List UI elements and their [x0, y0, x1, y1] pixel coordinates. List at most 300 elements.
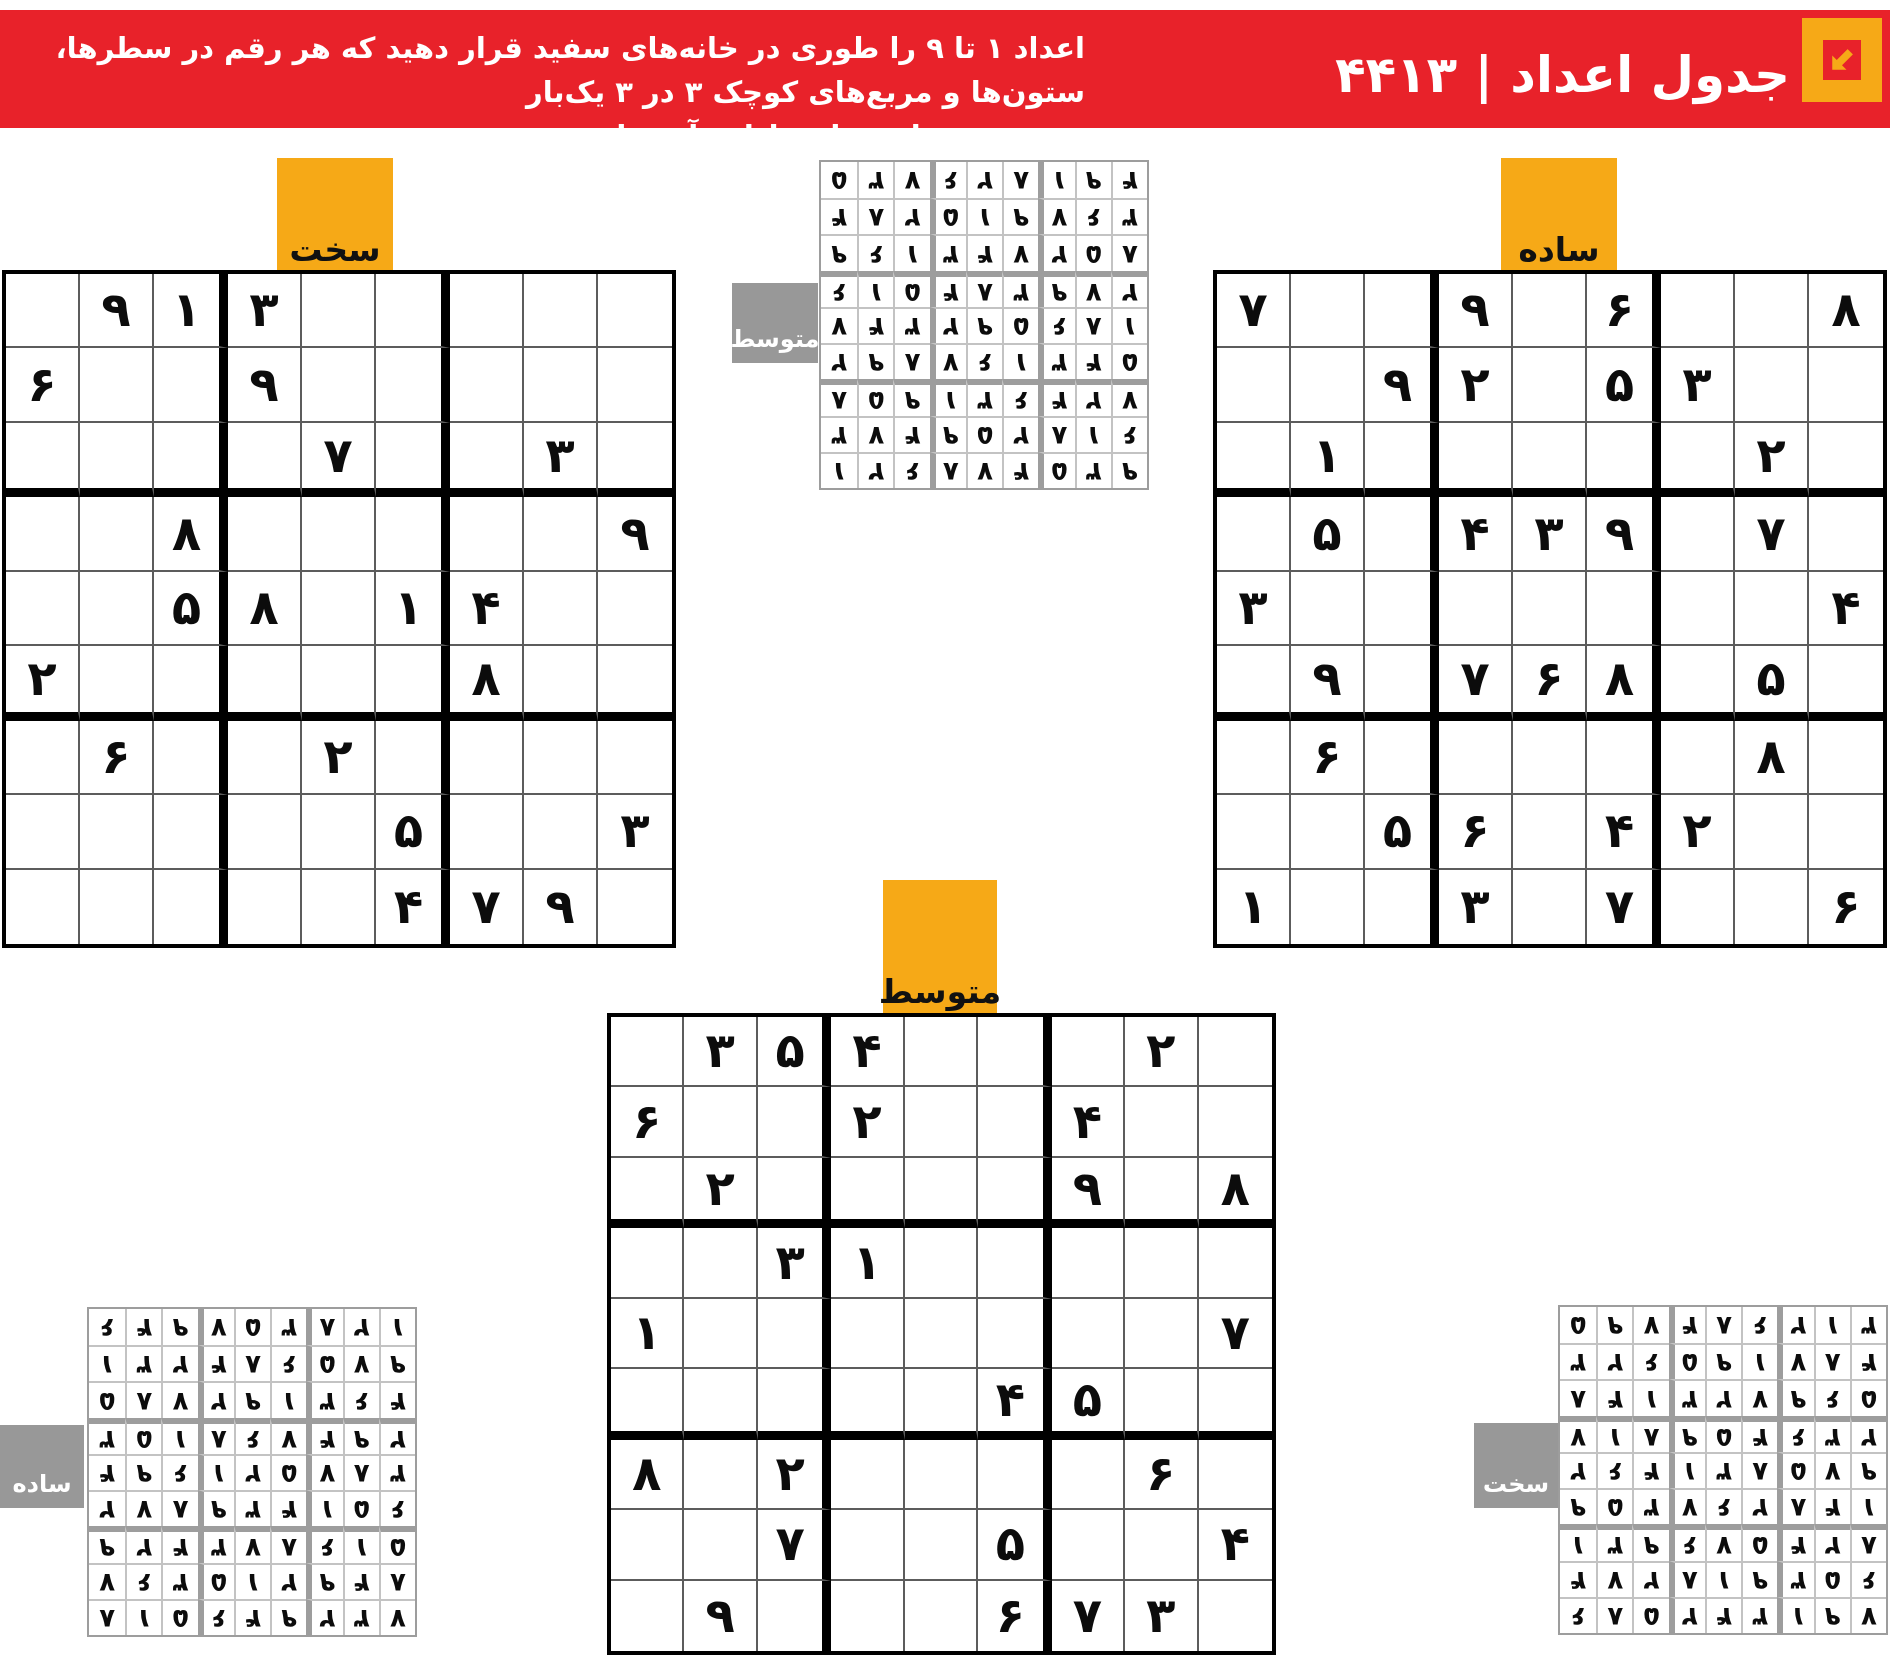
sudoku-cell	[831, 1440, 904, 1510]
sudoku-cell	[1587, 572, 1661, 646]
sudoku-cell	[1814, 1379, 1850, 1415]
cell-digit: ۸	[319, 1312, 336, 1343]
sudoku-cell	[306, 1454, 342, 1490]
sudoku-cell	[89, 1309, 125, 1345]
sudoku-cell	[1439, 497, 1513, 571]
sudoku-cell	[1199, 1581, 1272, 1651]
cell-digit: ۸	[1570, 1383, 1587, 1414]
difficulty-tab-easy	[1501, 158, 1617, 271]
cell-digit: ۳	[353, 1602, 370, 1633]
sudoku-cell	[1291, 870, 1365, 944]
sudoku-cell	[6, 646, 80, 720]
cell-digit: ۸	[1121, 238, 1138, 269]
cell-digit: ۷	[1681, 1492, 1698, 1523]
sudoku-cell	[1705, 1307, 1741, 1343]
sudoku-cell	[821, 452, 857, 488]
cell-digit: ۶	[136, 1566, 153, 1597]
cell-digit: ۴	[1860, 1347, 1877, 1378]
cell-digit: ۹	[172, 1312, 189, 1343]
cell-digit: ۲	[1860, 1421, 1877, 1452]
sudoku-cell	[930, 198, 966, 234]
sudoku-cell	[1217, 423, 1291, 497]
cell-digit: ۱	[942, 385, 959, 416]
cell-digit: ۷	[99, 1566, 116, 1597]
difficulty-tab-easy-label: ساده	[1518, 230, 1600, 269]
cell-digit: ۴	[1716, 1600, 1732, 1631]
cell-digit: ۸	[1607, 1600, 1624, 1631]
sudoku-cell	[831, 1228, 904, 1298]
sudoku-cell	[611, 1440, 684, 1510]
cell-digit: ۴	[1051, 385, 1068, 416]
cell-digit: ۷	[389, 1602, 406, 1633]
sudoku-cell	[684, 1087, 757, 1157]
sudoku-cell	[302, 795, 376, 869]
cell-digit: ۴	[319, 1423, 336, 1454]
sudoku-cell	[905, 1087, 978, 1157]
sudoku-cell	[6, 274, 80, 348]
cell-digit: ۷	[281, 1423, 298, 1454]
cell-digit: ۵	[389, 1532, 406, 1563]
sudoku-cell	[198, 1309, 234, 1345]
sudoku-cell	[1850, 1307, 1886, 1343]
sudoku-cell	[1365, 274, 1439, 348]
sudoku-cell	[1365, 423, 1439, 497]
cell-digit: ۷	[1860, 1600, 1877, 1631]
sudoku-cell	[893, 343, 929, 379]
sudoku-cell	[1814, 1488, 1850, 1524]
sudoku-cell	[684, 1510, 757, 1580]
sudoku-cell	[758, 1299, 831, 1369]
cell-digit: ۲	[1607, 1347, 1624, 1378]
sudoku-cell	[450, 870, 524, 944]
sudoku-cell	[302, 721, 376, 795]
sudoku-cell	[161, 1599, 197, 1635]
cell-digit: ۲	[1460, 356, 1490, 413]
sudoku-cell	[524, 795, 598, 869]
sudoku-cell	[80, 870, 154, 944]
sudoku-cell	[611, 1017, 684, 1087]
sudoku-cell	[1669, 1379, 1705, 1415]
cell-digit: ۲	[281, 1566, 298, 1597]
sudoku-cell	[831, 1087, 904, 1157]
cell-digit: ۷	[977, 455, 993, 486]
cell-digit: ۷	[1824, 1456, 1841, 1487]
sudoku-cell	[611, 1228, 684, 1298]
sudoku-cell	[1735, 795, 1809, 869]
cell-digit: ۲	[319, 1602, 336, 1633]
cell-digit: ۳	[1121, 202, 1138, 233]
sudoku-cell	[966, 343, 1002, 379]
sudoku-cell	[1632, 1307, 1668, 1343]
cell-digit: ۸	[99, 1602, 116, 1633]
cell-digit: ۷	[319, 1458, 336, 1489]
sudoku-cell	[1705, 1524, 1741, 1560]
sudoku-cell	[1560, 1452, 1596, 1488]
cell-digit: ۶	[1051, 311, 1068, 342]
cell-digit: ۵	[353, 1494, 370, 1525]
cell-digit: ۲	[977, 165, 993, 196]
cell-digit: ۸	[1831, 282, 1861, 339]
sudoku-cell	[1111, 379, 1147, 415]
cell-digit: ۹	[1643, 1530, 1660, 1561]
sudoku-cell	[758, 1510, 831, 1580]
sudoku-cell	[234, 1309, 270, 1345]
cell-digit: ۸	[1013, 165, 1030, 196]
cell-digit: ۸	[1790, 1492, 1807, 1523]
sudoku-cell	[376, 721, 450, 795]
cell-digit: ۳	[1013, 276, 1030, 307]
sudoku-cell	[1111, 343, 1147, 379]
sudoku-cell	[1038, 271, 1074, 307]
cell-digit: ۸	[831, 385, 848, 416]
cell-digit: ۲	[136, 1532, 153, 1563]
cell-digit: ۶	[172, 1458, 189, 1489]
cell-digit: ۳	[1570, 1347, 1587, 1378]
sudoku-cell	[161, 1345, 197, 1381]
cell-digit: ۳	[1146, 1587, 1176, 1644]
sudoku-cell	[343, 1418, 379, 1454]
sudoku-cell	[1002, 234, 1038, 270]
sudoku-cell	[930, 271, 966, 307]
sudoku-cell	[1669, 1452, 1705, 1488]
cell-digit: ۴	[136, 1312, 153, 1343]
cell-digit: ۴	[1790, 1530, 1807, 1561]
sudoku-cell	[1735, 274, 1809, 348]
sudoku-cell	[450, 423, 524, 497]
cell-digit: ۲	[27, 650, 57, 707]
cell-digit: ۹	[101, 282, 131, 339]
sudoku-cell	[1125, 1581, 1198, 1651]
sudoku-cell	[821, 343, 857, 379]
sudoku-cell	[966, 162, 1002, 198]
sudoku-cell	[1052, 1087, 1125, 1157]
cell-digit: ۸	[1824, 1347, 1841, 1378]
sudoku-cell	[154, 870, 228, 944]
sudoku-cell	[1075, 416, 1111, 452]
cell-digit: ۹	[904, 385, 921, 416]
cell-digit: ۷	[172, 1385, 189, 1416]
instructions-line-1: اعداد ۱ تا ۹ را طوری در خانه‌های سفید قرار دهید که هر رقم در سطرها، ستون‌ها و مربع‌های کوچک ۳ در ۳ یک‌بار	[55, 31, 1085, 109]
cell-digit: ۳	[1790, 1564, 1807, 1595]
sudoku-cell	[1365, 721, 1439, 795]
sudoku-cell	[1741, 1379, 1777, 1415]
sudoku-cell	[893, 162, 929, 198]
sudoku-cell	[598, 646, 672, 720]
cell-digit: ۶	[632, 1093, 662, 1150]
solution-tab-easy-label: ساده	[12, 1470, 72, 1498]
sudoku-cell	[966, 452, 1002, 488]
cell-digit: ۳	[904, 311, 921, 342]
sudoku-cell	[234, 1345, 270, 1381]
sudoku-cell	[1052, 1369, 1125, 1439]
sudoku-cell	[978, 1017, 1051, 1087]
cell-digit: ۳	[775, 1234, 805, 1291]
puzzle-grid-hard	[2, 270, 676, 948]
sudoku-cell	[161, 1563, 197, 1599]
cell-digit: ۱	[1085, 419, 1102, 450]
sudoku-cell	[611, 1087, 684, 1157]
sudoku-cell	[611, 1158, 684, 1228]
sudoku-cell	[684, 1158, 757, 1228]
cell-digit: ۷	[1604, 878, 1635, 935]
sudoku-cell	[598, 795, 672, 869]
sudoku-cell	[450, 497, 524, 571]
cell-digit: ۵	[393, 803, 424, 860]
sudoku-cell	[893, 271, 929, 307]
sudoku-cell	[930, 234, 966, 270]
cell-digit: ۷	[1013, 238, 1030, 269]
sudoku-cell	[1814, 1343, 1850, 1379]
sudoku-cell	[1809, 274, 1883, 348]
cell-digit: ۵	[904, 276, 921, 307]
cell-digit: ۴	[1460, 505, 1490, 562]
sudoku-cell	[1741, 1307, 1777, 1343]
sudoku-cell	[598, 348, 672, 422]
sudoku-cell	[1291, 497, 1365, 571]
sudoku-cell	[1735, 646, 1809, 720]
sudoku-cell	[1291, 646, 1365, 720]
sudoku-cell	[1596, 1488, 1632, 1524]
sudoku-cell	[1850, 1416, 1886, 1452]
sudoku-cell	[1199, 1158, 1272, 1228]
cell-digit: ۶	[1860, 1564, 1877, 1595]
solution-tab-hard	[1474, 1423, 1558, 1508]
cell-digit: ۱	[1121, 311, 1138, 342]
cell-digit: ۳	[977, 385, 993, 416]
cell-digit: ۱	[1681, 1456, 1698, 1487]
cell-digit: ۳	[210, 1532, 227, 1563]
cell-digit: ۳	[249, 282, 279, 339]
sudoku-cell	[821, 416, 857, 452]
cell-digit: ۷	[1051, 202, 1068, 233]
cell-digit: ۹	[1716, 1347, 1732, 1378]
sudoku-cell	[1513, 870, 1587, 944]
sudoku-cell	[966, 307, 1002, 343]
sudoku-cell	[857, 198, 893, 234]
sudoku-cell	[905, 1299, 978, 1369]
sudoku-cell	[893, 234, 929, 270]
cell-digit: ۶	[1607, 1456, 1624, 1487]
cell-digit: ۸	[868, 202, 885, 233]
sudoku-cell	[1365, 870, 1439, 944]
cell-digit: ۳	[1534, 505, 1564, 562]
sudoku-cell	[379, 1490, 415, 1526]
cell-digit: ۹	[1312, 650, 1342, 707]
sudoku-cell	[611, 1369, 684, 1439]
sudoku-cell	[1217, 572, 1291, 646]
sudoku-cell	[1002, 452, 1038, 488]
cell-digit: ۴	[831, 202, 848, 233]
cell-digit: ۱	[1643, 1383, 1660, 1414]
cell-digit: ۴	[868, 311, 885, 342]
cell-digit: ۱	[1238, 878, 1268, 935]
sudoku-cell	[1669, 1488, 1705, 1524]
sudoku-cell	[1850, 1452, 1886, 1488]
cell-digit: ۶	[1831, 878, 1861, 935]
sudoku-cell	[1850, 1561, 1886, 1597]
cell-digit: ۹	[1681, 1421, 1698, 1452]
cell-digit: ۱	[977, 202, 993, 233]
cell-digit: ۲	[1013, 419, 1030, 450]
cell-digit: ۳	[1607, 1530, 1624, 1561]
sudoku-cell	[198, 1563, 234, 1599]
cell-digit: ۸	[1716, 1310, 1732, 1341]
cell-digit: ۳	[1460, 878, 1490, 935]
sudoku-cell	[821, 198, 857, 234]
cell-digit: ۲	[868, 455, 885, 486]
sudoku-cell	[758, 1158, 831, 1228]
sudoku-cell	[684, 1017, 757, 1087]
cell-digit: ۷	[942, 347, 959, 378]
sudoku-cell	[1052, 1228, 1125, 1298]
cell-digit: ۸	[1643, 1421, 1660, 1452]
sudoku-cell	[1777, 1379, 1813, 1415]
cell-digit: ۶	[210, 1602, 227, 1633]
cell-digit: ۸	[1756, 728, 1786, 785]
sudoku-cell	[1661, 423, 1735, 497]
cell-digit: ۴	[904, 419, 921, 450]
sudoku-cell	[1814, 1597, 1850, 1633]
sudoku-cell	[198, 1418, 234, 1454]
cell-digit: ۶	[99, 1312, 116, 1343]
cell-digit: ۳	[245, 1494, 261, 1525]
sudoku-cell	[1513, 497, 1587, 571]
sudoku-cell	[125, 1309, 161, 1345]
sudoku-cell	[1587, 497, 1661, 571]
sudoku-cell	[1513, 646, 1587, 720]
sudoku-cell	[1439, 274, 1513, 348]
sudoku-cell	[1777, 1524, 1813, 1560]
sudoku-cell	[343, 1599, 379, 1635]
sudoku-cell	[154, 646, 228, 720]
sudoku-cell	[234, 1526, 270, 1562]
sudoku-cell	[1777, 1452, 1813, 1488]
sudoku-cell	[758, 1581, 831, 1651]
cell-digit: ۱	[632, 1304, 662, 1361]
cell-digit: ۲	[775, 1445, 805, 1502]
cell-digit: ۷	[353, 1349, 370, 1380]
cell-digit: ۵	[99, 1385, 116, 1416]
sudoku-cell	[1002, 307, 1038, 343]
sudoku-cell	[376, 572, 450, 646]
sudoku-cell	[1777, 1343, 1813, 1379]
sudoku-cell	[821, 271, 857, 307]
cell-digit: ۶	[995, 1587, 1026, 1644]
sudoku-cell	[905, 1158, 978, 1228]
cell-digit: ۵	[1681, 1347, 1698, 1378]
sudoku-cell	[1809, 423, 1883, 497]
sudoku-cell	[930, 343, 966, 379]
cell-digit: ۷	[1716, 1530, 1732, 1561]
cell-digit: ۴	[210, 1349, 227, 1380]
cell-digit: ۱	[245, 1566, 261, 1597]
sudoku-cell	[978, 1581, 1051, 1651]
cell-digit: ۷	[1121, 385, 1138, 416]
sudoku-cell	[302, 646, 376, 720]
sudoku-cell	[228, 274, 302, 348]
sudoku-cell	[89, 1599, 125, 1635]
cell-digit: ۷	[1756, 505, 1786, 562]
sudoku-cell	[1513, 721, 1587, 795]
sudoku-cell	[80, 274, 154, 348]
sudoku-cell	[1075, 379, 1111, 415]
sudoku-cell	[978, 1228, 1051, 1298]
sudoku-cell	[1596, 1561, 1632, 1597]
cell-digit: ۱	[99, 1349, 116, 1380]
sudoku-cell	[857, 452, 893, 488]
sudoku-cell	[379, 1599, 415, 1635]
sudoku-cell	[1741, 1488, 1777, 1524]
cell-digit: ۸	[172, 1494, 189, 1525]
cell-digit: ۵	[868, 385, 885, 416]
sudoku-cell	[1038, 198, 1074, 234]
cell-digit: ۶	[389, 1494, 406, 1525]
sudoku-cell	[905, 1440, 978, 1510]
sudoku-cell	[1439, 870, 1513, 944]
difficulty-tab-medium	[878, 880, 1002, 1013]
page-title: جدول اعداد | ۴۴۱۳	[1335, 46, 1790, 104]
cell-digit: ۹	[977, 311, 993, 342]
sudoku-cell	[1125, 1440, 1198, 1510]
cell-digit: ۴	[942, 276, 959, 307]
sudoku-cell	[1439, 572, 1513, 646]
sudoku-cell	[89, 1418, 125, 1454]
sudoku-cell	[198, 1490, 234, 1526]
cell-digit: ۱	[389, 1312, 406, 1343]
sudoku-cell	[1560, 1416, 1596, 1452]
cell-digit: ۹	[136, 1458, 153, 1489]
cell-digit: ۱	[831, 455, 848, 486]
sudoku-cell	[611, 1299, 684, 1369]
sudoku-cell	[302, 870, 376, 944]
solution-grid-easy	[87, 1307, 417, 1637]
sudoku-cell	[857, 379, 893, 415]
sudoku-cell	[758, 1228, 831, 1298]
cell-digit: ۱	[1013, 347, 1030, 378]
sudoku-cell	[270, 1490, 306, 1526]
arrow-down-left-icon	[1823, 40, 1861, 80]
cell-digit: ۴	[977, 238, 993, 269]
sudoku-cell	[1809, 646, 1883, 720]
sudoku-cell	[343, 1526, 379, 1562]
cell-digit: ۸	[1051, 419, 1068, 450]
sudoku-cell	[1596, 1307, 1632, 1343]
solution-grid-hard	[1558, 1305, 1888, 1635]
cell-digit: ۳	[136, 1349, 153, 1380]
cell-digit: ۲	[1716, 1383, 1732, 1414]
sudoku-cell	[234, 1490, 270, 1526]
sudoku-cell	[1038, 162, 1074, 198]
cell-digit: ۷	[471, 878, 501, 935]
sudoku-cell	[125, 1418, 161, 1454]
sudoku-cell	[1587, 721, 1661, 795]
sudoku-cell	[1002, 343, 1038, 379]
sudoku-cell	[1291, 572, 1365, 646]
cell-digit: ۸	[245, 1349, 261, 1380]
sudoku-cell	[270, 1599, 306, 1635]
cell-digit: ۲	[1682, 803, 1712, 860]
sudoku-cell	[1632, 1379, 1668, 1415]
sudoku-cell	[302, 423, 376, 497]
cell-digit: ۴	[1013, 455, 1030, 486]
cell-digit: ۱	[1570, 1530, 1587, 1561]
cell-digit: ۳	[620, 803, 650, 860]
cell-digit: ۷	[245, 1532, 261, 1563]
cell-digit: ۱	[210, 1458, 227, 1489]
sudoku-cell	[1705, 1343, 1741, 1379]
sudoku-cell	[857, 343, 893, 379]
sudoku-cell	[1741, 1452, 1777, 1488]
